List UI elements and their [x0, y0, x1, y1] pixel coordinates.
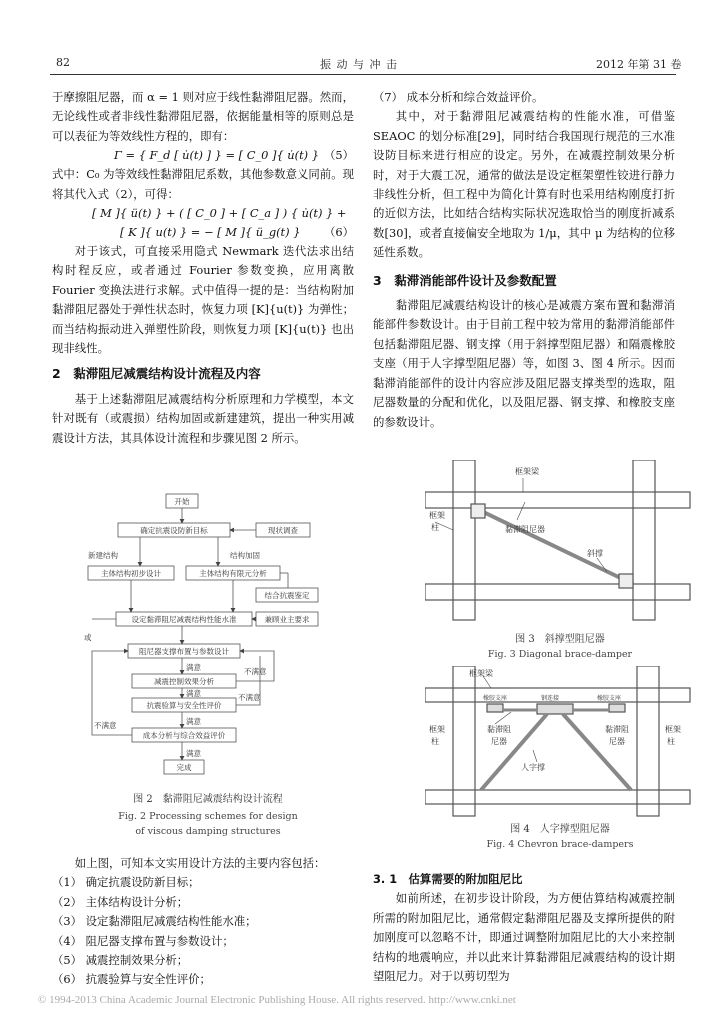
list-item: （7） 成本分析和综合效益评价。: [373, 90, 544, 104]
equation-number: （5）: [323, 148, 354, 163]
equation-6: [52, 204, 354, 242]
list-item: （3） 设定黏滞阻尼减震结构性能水准；: [52, 914, 257, 929]
flow-label-or: 或: [84, 633, 92, 642]
flowchart-figure: [78, 488, 328, 788]
flow-node-survey: 现状调查: [268, 526, 298, 535]
flow-node-goal: 确定抗震设防新目标: [140, 526, 208, 535]
list-item: （4） 阻尼器支撑布置与参数设计；: [52, 933, 234, 948]
header-rule: [50, 74, 676, 75]
paragraph: 对于该式，可直接采用隐式 Newmark 迭代法求出结构时程反应，或者通过 Fourier 参数变换，应用离散 Fourier 变换法进行求解。式中值得一提的是：当结构附加黏滞阻尼器处于弹性状态时，恢复力项 [K]{u(t)} 为弹性；而当结构振动进入弹塑性阶段，则恢复力项 [K]{u(t)} 也出现非线性。: [52, 244, 354, 356]
equation-number: （6）: [323, 225, 354, 240]
flow-label-yes: 满意: [186, 689, 201, 698]
list-item: （2） 主体结构设计分析；: [52, 894, 189, 909]
right-column-bottom: [373, 870, 675, 986]
fig4-label-damper2: 尼器: [491, 737, 507, 746]
flow-node-check: 抗震验算与安全性评价: [146, 701, 222, 710]
copyright-footer: © 1994-2013 China Academic Journal Electronic Publishing House. All rights reserved. http://www.cnki.net: [38, 994, 516, 1006]
left-column: [52, 88, 354, 448]
flow-node-cost: 成本分析与综合效益评价: [142, 731, 226, 740]
equation-5: [52, 146, 354, 165]
flow-label-yes: 满意: [186, 717, 201, 726]
equation-line: [ M ]{ ü(t) } + ( [ C_0 ] + [ C_a ] ) { u̇(t) } +: [92, 206, 347, 221]
section-heading: 2 黏滞阻尼减震结构设计流程及内容: [52, 366, 261, 382]
fig4-label-column2: 柱: [431, 737, 439, 746]
flow-label-no: 不满意: [238, 693, 261, 702]
section-heading: 3 黏滞消能部件设计及参数配置: [373, 272, 557, 288]
paragraph: 基于上述黏滞阻尼减震结构分析原理和力学模型，本文针对既有（或震损）结构加固或新建建筑，提出一种实用减震设计方法，其具体设计流程和步骤见图 2 所示。: [52, 391, 354, 445]
left-column-bottom: [52, 854, 354, 990]
flow-label-yes: 满意: [186, 663, 201, 672]
paragraph: 其中，对于黏滞阻尼减震结构的性能水准，可借鉴 SEAOC 的划分标准[29]，同时结合我国现行规范的三水准设防目标来进行相应的设定。另外，在减震控制效果分析时，对于大震工况，通常的做法是设定框架塑性铰进行静力非线性分析，但工程中为简化计算有时也采用结构刚度打折的近似方法，比如结合结构实际状况选取恰当的刚度折减系数[30]，或者直接偏安全地取为 1/μ，其中 μ 为结构的位移延性系数。: [373, 109, 675, 260]
figure-4-drawing: [425, 666, 695, 818]
paragraph: 黏滞阻尼减震结构设计的核心是减震方案布置和黏滞消能部件参数设计。由于目前工程中较为常用的黏滞消能部件包括黏滞阻尼器、钢支撑（用于斜撑型阻尼器）和隔震橡胶支座（用于人字撑型阻尼器）等，如图 3、图 4 所示。因而黏滞消能部件的设计内容应涉及阻尼器支撑类型的选取，阻尼器数量的分配和优化，以及阻尼器、钢支撑、和橡胶支座的参数设计。: [373, 298, 675, 429]
list-item: （6） 抗震验算与安全性评价；: [52, 972, 211, 987]
fig4-label-bearing2: 橡胶支座: [597, 695, 622, 702]
figure-3-drawing: [425, 460, 695, 628]
list-item: （1） 确定抗震设防新目标；: [52, 875, 200, 890]
journal-title: 振 动 与 冲 击: [320, 58, 398, 71]
flow-node-effect: 减震控制效果分析: [154, 677, 214, 686]
figure-4-caption-en: Fig. 4 Chevron brace-dampers: [486, 839, 634, 850]
fig3-label-beam: 框架梁: [515, 467, 539, 476]
fig4-label-bearing: 橡胶支座: [483, 695, 508, 702]
fig4-label-plate: 钢连接: [541, 695, 560, 702]
flow-label-new: 新建结构: [88, 551, 118, 560]
paragraph: 如上图，可知本文实用设计方法的主要内容包括：: [74, 856, 326, 870]
flow-label-yes: 满意: [186, 749, 201, 758]
flow-label-no: 不满意: [94, 721, 117, 730]
figure-4-caption: 图 4 人字撑型阻尼器: [510, 824, 610, 835]
equation-line: [ K ]{ u(t) } = − [ M ]{ ü_g(t) }: [120, 225, 301, 240]
list-item: （5） 减震控制效果分析；: [52, 953, 189, 968]
figure-2-caption-en: of viscous damping structures: [135, 826, 281, 837]
fig4-label-beam: 框架梁: [469, 669, 493, 678]
flow-label-no: 不满意: [244, 667, 267, 676]
flow-node-expert: 兼顾业主要求: [264, 615, 310, 624]
flow-label-retrofit: 结构加固: [230, 551, 260, 560]
flow-node-set-level: 设定黏滞阻尼减震结构性能水准: [131, 615, 237, 624]
equation-body: Γ = { F_d [ u̇(t) ] } = [ C_0 ]{ u̇(t) }: [114, 148, 319, 163]
fig4-label-damper2: 尼器: [609, 737, 625, 746]
fig4-label-damper: 黏滞阻: [487, 725, 511, 734]
flow-node-fem: 主体结构有限元分析: [199, 569, 267, 578]
fig4-label-column: 框架: [429, 725, 445, 734]
page-number: 82: [56, 56, 70, 69]
paragraph: 式中：C₀ 为等效线性黏滞阻尼系数，其他参数意义同前。现将其代入式（2），可得：: [52, 167, 354, 201]
right-column: [373, 88, 675, 432]
flow-node-damper-design: 阻尼器支撑布置与参数设计: [139, 647, 229, 656]
fig4-label-brace: 人字撑: [521, 763, 545, 772]
flow-node-combine: 结合抗震鉴定: [264, 591, 310, 600]
fig3-label-column2: 柱: [431, 523, 439, 532]
subsection-heading: 3. 1 估算需要的附加阻尼比: [373, 872, 523, 886]
paragraph: 于摩擦阻尼器，而 α = 1 则对应于线性黏滞阻尼器。然而，无论线性或者非线性黏滞阻尼器，依据能量相等的原则总是可以表征为等效线性方程的，即有：: [52, 90, 354, 143]
figure-3-caption: 图 3 斜撑型阻尼器: [515, 634, 605, 645]
flow-node-done: 完成: [176, 763, 192, 772]
fig3-label-damper: 黏滞阻尼器: [505, 525, 545, 534]
paragraph: 如前所述，在初步设计阶段，为方便估算结构减震控制所需的附加阻尼比，通常假定黏滞阻尼器及支撑所提供的附加刚度可以忽略不计，即通过调整附加阻尼比的大小来控制结构的地震响应，并以此来计算黏滞阻尼减震结构的设计期望阻尼力。对于以剪切型为: [373, 891, 675, 984]
fig4-label-column: 框架: [665, 725, 681, 734]
volume-info: 2012 年第 31 卷: [596, 58, 682, 71]
figure-2-caption: 图 2 黏滞阻尼减震结构设计流程: [133, 794, 283, 805]
fig4-label-column2: 柱: [667, 737, 675, 746]
flow-node-main-design: 主体结构初步设计: [101, 569, 161, 578]
fig3-label-column: 框架: [429, 511, 445, 520]
figure-2-caption-en: Fig. 2 Processing schemes for design: [118, 811, 298, 822]
figure-3-caption-en: Fig. 3 Diagonal brace-damper: [487, 649, 633, 660]
flow-node-start: 开始: [174, 497, 190, 506]
fig4-label-damper: 黏滞阻: [605, 725, 629, 734]
fig3-label-brace: 斜撑: [587, 549, 603, 558]
